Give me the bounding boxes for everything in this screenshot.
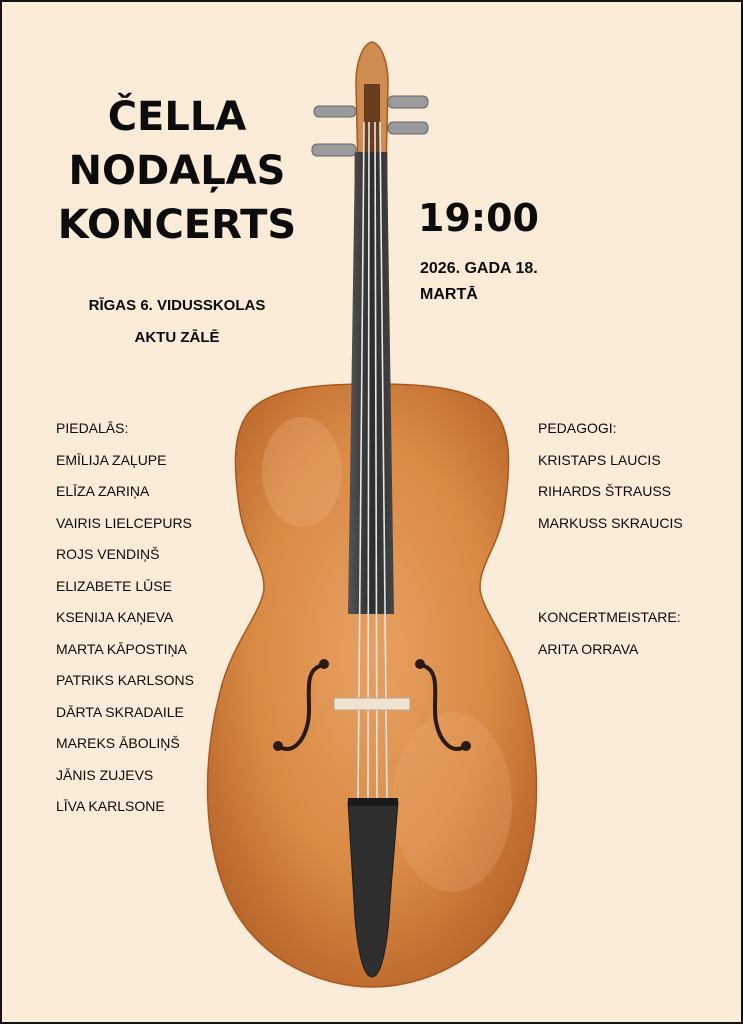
participant-name: VAIRIS LIELCEPURS [56, 515, 192, 531]
venue-line-1: RĪGAS 6. VIDUSSKOLAS [88, 297, 266, 314]
accompanist-label: KONCERTMEISTARE: [538, 609, 681, 625]
concert-title [42, 90, 312, 252]
participant-name: EMĪLIJA ZAĻUPE [56, 452, 167, 468]
title-line-3: KONCERTS [57, 202, 297, 248]
teacher-name: KRISTAPS LAUCIS [538, 452, 661, 468]
accompanist-name: ARITA ORRAVA [538, 641, 639, 657]
date-line-1: 2026. GADA 18. [420, 260, 538, 277]
participants-list [56, 418, 296, 818]
participant-name: LĪVA KARLSONE [56, 798, 165, 814]
title-line-1: ČELLA [107, 94, 247, 140]
concert-date [420, 256, 610, 308]
teachers-list [538, 418, 728, 531]
bridge [334, 698, 410, 710]
accompanist-list [538, 607, 728, 667]
venue-line-2: AKTU ZĀLĒ [134, 329, 220, 346]
participants-label: PIEDALĀS: [56, 420, 129, 436]
participant-name: ELIZABETE LŪSE [56, 578, 172, 594]
participant-name: MARTA KĀPOSTIŅA [56, 641, 187, 657]
teacher-name: RIHARDS ŠTRAUSS [538, 483, 672, 499]
title-line-2: NODAĻAS [68, 148, 286, 194]
teachers-label: PEDAGOGI: [538, 420, 617, 436]
participant-name: MAREKS ĀBOLIŅŠ [56, 735, 180, 751]
participant-name: DĀRTA SKRADAILE [56, 704, 184, 720]
concert-time: 19:00 [418, 196, 539, 240]
participant-name: KSENIJA KAŅEVA [56, 609, 174, 625]
participant-name: ROJS VENDIŅŠ [56, 546, 160, 562]
participant-name: ELĪZA ZARIŅA [56, 483, 150, 499]
fingerboard [348, 152, 394, 614]
venue [32, 290, 322, 354]
participant-name: PATRIKS KARLSONS [56, 672, 194, 688]
date-line-2: MARTĀ [420, 286, 478, 303]
participant-name: JĀNIS ZUJEVS [56, 767, 154, 783]
teacher-name: MARKUSS SKRAUCIS [538, 515, 683, 531]
